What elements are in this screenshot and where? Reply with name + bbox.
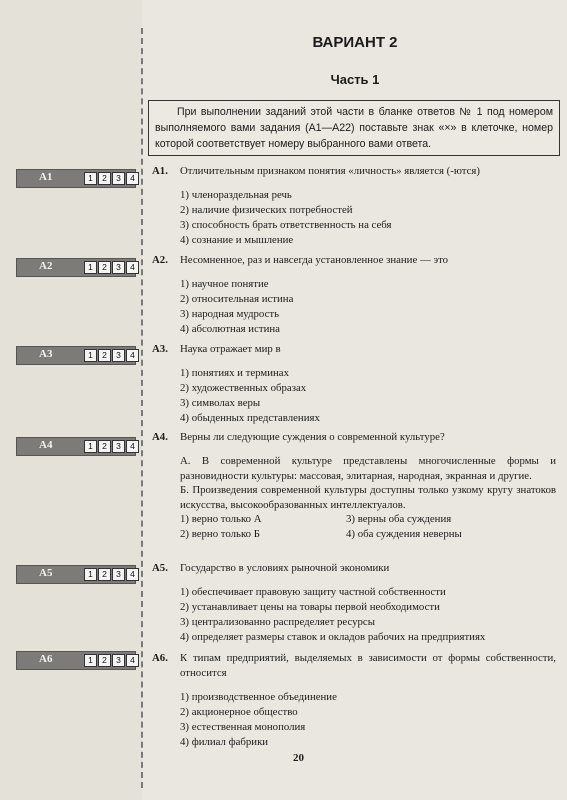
answer-cell[interactable]: 3 — [112, 568, 125, 581]
answer-option: 2) наличие физических потребностей — [180, 204, 353, 216]
answer-cell[interactable]: 2 — [98, 349, 111, 362]
question-text: К типам предприятий, выделяемых в зависимости от формы собственности, относится — [180, 652, 556, 679]
answer-option: 4) филиал фабрики — [180, 736, 269, 748]
answer-cell[interactable]: 3 — [112, 349, 125, 362]
question-number: А3. — [152, 343, 168, 355]
answer-option: 2) устанавливает цены на товары первой необходимости — [180, 601, 440, 613]
answer-cell[interactable]: 1 — [84, 654, 97, 667]
question-text: Государство в условиях рыночной экономики — [180, 562, 390, 574]
answer-cell[interactable]: 4 — [126, 261, 139, 274]
answer-cell[interactable]: 4 — [126, 349, 139, 362]
answer-option: 1) обеспечивает правовую защиту частной собственности — [180, 586, 446, 598]
answer-margin — [0, 0, 142, 800]
answer-cell[interactable]: 3 — [112, 172, 125, 185]
answer-cell[interactable]: 1 — [84, 349, 97, 362]
answer-option: 2) верно только Б — [180, 528, 260, 541]
answer-option: 3) централизованно распределяет ресурсы — [180, 616, 375, 628]
answer-cell[interactable]: 3 — [112, 440, 125, 453]
answer-option: 3) способность брать ответственность на себя — [180, 219, 392, 231]
answer-option: 1) производственное объединение — [180, 691, 337, 703]
answer-option: 2) относительная истина — [180, 293, 294, 305]
question-text: Наука отражает мир в — [180, 343, 281, 355]
answer-cell[interactable]: 2 — [98, 568, 111, 581]
answer-box-a4 — [16, 437, 136, 456]
answer-cell[interactable]: 2 — [98, 440, 111, 453]
answer-cell[interactable]: 4 — [126, 172, 139, 185]
answer-box-a3 — [16, 346, 136, 365]
answer-option: 4) определяет размеры ставок и окладов рабочих на предприятиях — [180, 631, 486, 643]
answer-box-a6 — [16, 651, 136, 670]
answer-box-label: А1 — [39, 171, 53, 183]
answer-box-label: А6 — [39, 653, 53, 665]
question-a2 — [152, 253, 556, 337]
answer-cell[interactable]: 1 — [84, 440, 97, 453]
answer-box-label: А2 — [39, 260, 53, 272]
question-a5 — [152, 561, 556, 645]
question-number: А6. — [152, 652, 168, 664]
answer-option: 4) обыденных представлениях — [180, 412, 320, 424]
answer-box-a1 — [16, 169, 136, 188]
question-number: А5. — [152, 562, 168, 574]
instructions-box: При выполнении заданий этой части в бланке ответов № 1 под номером выполняемого вами задания (А1—А22) поставьте знак «×» в клеточке, номер которой соответствует номеру выбранного вами ответа. — [148, 100, 560, 156]
answer-option: 3) народная мудрость — [180, 308, 280, 320]
answer-option: 4) оба суждения неверны — [346, 528, 462, 541]
answer-cell[interactable]: 1 — [84, 172, 97, 185]
statement-a: А. В современной культуре представлены многочисленные формы и разновидности культуры: массовая, элитарная, народная, экранная и другие. — [180, 455, 556, 482]
answer-cell[interactable]: 4 — [126, 568, 139, 581]
question-text: Верны ли следующие суждения о современной культуре? — [180, 431, 445, 443]
answer-option: 1) верно только А — [180, 513, 262, 526]
answer-box-a2 — [16, 258, 136, 277]
question-text: Несомненное, раз и навсегда установленное знание — это — [180, 254, 449, 266]
answer-cell[interactable]: 1 — [84, 568, 97, 581]
question-number: А2. — [152, 254, 168, 266]
answer-cell[interactable]: 2 — [98, 172, 111, 185]
statement-b: Б. Произведения современной культуры доступны только узкому кругу знатоков искусства, высокообразованных интеллектуалов. — [180, 484, 556, 511]
question-a3 — [152, 342, 556, 426]
question-a6 — [152, 651, 556, 750]
question-a1 — [152, 164, 556, 248]
answer-option: 1) научное понятие — [180, 278, 269, 290]
answer-option: 2) художественных образах — [180, 382, 307, 394]
answer-cell[interactable]: 2 — [98, 654, 111, 667]
answer-cell[interactable]: 3 — [112, 261, 125, 274]
cut-line — [141, 28, 143, 788]
answer-option: 3) естественная монополия — [180, 721, 306, 733]
answer-cell[interactable]: 4 — [126, 654, 139, 667]
answer-box-label: А5 — [39, 567, 53, 579]
answer-option: 3) символах веры — [180, 397, 261, 409]
answer-option: 4) абсолютная истина — [180, 323, 280, 335]
page-number: 20 — [293, 752, 304, 764]
answer-option: 2) акционерное общество — [180, 706, 298, 718]
answer-option: 3) верны оба суждения — [346, 513, 452, 526]
answer-box-a5 — [16, 565, 136, 584]
answer-box-label: А4 — [39, 439, 53, 451]
variant-title: ВАРИАНТ 2 — [312, 34, 398, 51]
part-title: Часть 1 — [330, 72, 380, 87]
answer-cell[interactable]: 3 — [112, 654, 125, 667]
answer-cell[interactable]: 2 — [98, 261, 111, 274]
question-a4 — [152, 430, 556, 542]
answer-option: 1) членораздельная речь — [180, 189, 292, 201]
answer-cell[interactable]: 4 — [126, 440, 139, 453]
question-number: А4. — [152, 431, 168, 443]
question-text: Отличительным признаком понятия «личность» является (-ются) — [180, 165, 480, 177]
answer-option: 4) сознание и мышление — [180, 234, 294, 246]
question-number: А1. — [152, 165, 168, 177]
answer-option: 1) понятиях и терминах — [180, 367, 289, 379]
answer-box-label: А3 — [39, 348, 53, 360]
answer-cell[interactable]: 1 — [84, 261, 97, 274]
